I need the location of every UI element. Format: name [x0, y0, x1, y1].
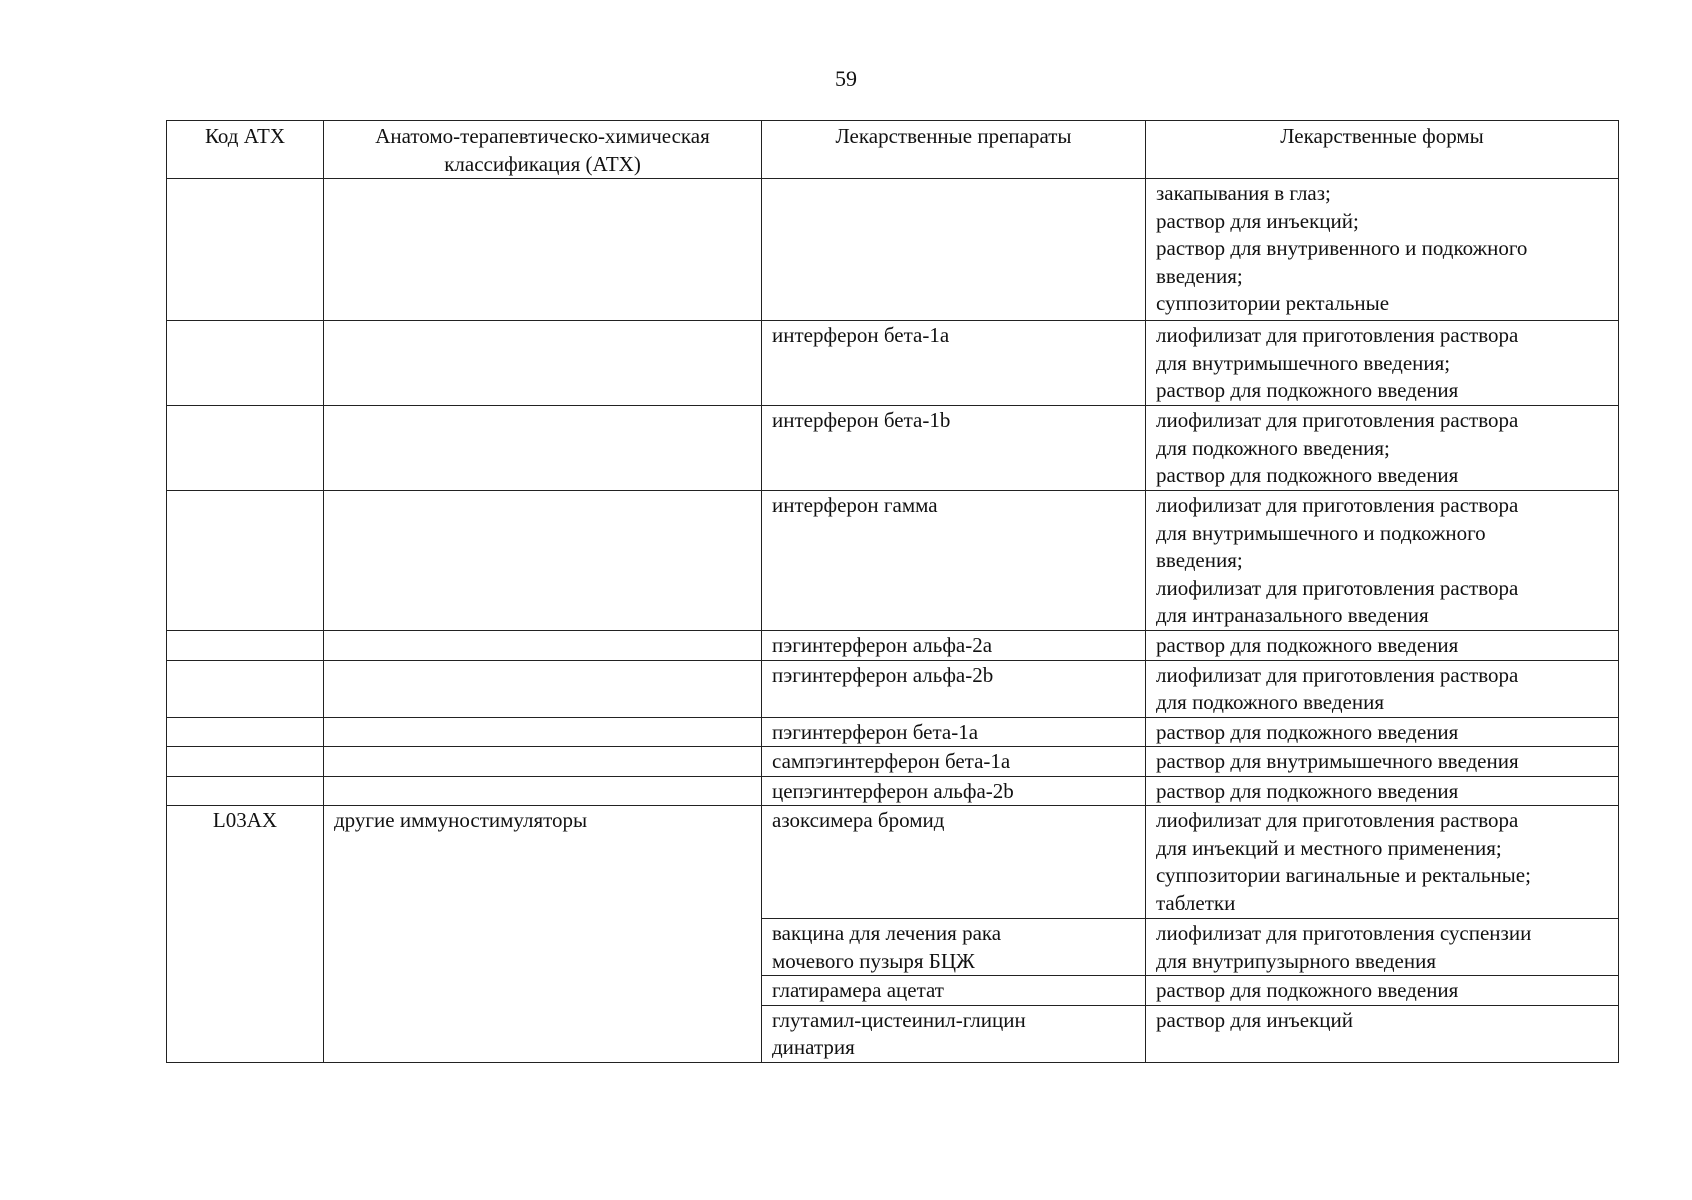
form-line: лиофилизат для приготовления суспензии [1156, 921, 1532, 945]
form-line: закапывания в глаз; [1156, 181, 1331, 205]
drug-cell: сампэгинтерферон бета-1a [762, 747, 1146, 777]
table-row [167, 747, 1619, 777]
form-line: лиофилизат для приготовления раствора [1156, 575, 1519, 600]
form-line: для подкожного введения; [1156, 435, 1390, 460]
drug-line: вакцина для лечения рака [772, 921, 1002, 945]
drug-line: мочевого пузыря БЦЖ [772, 948, 975, 973]
forms-cell [1146, 976, 1619, 1006]
classification-cell [324, 631, 762, 661]
form-line: раствор для инъекций; [1156, 208, 1359, 233]
form-line: для внутрипузырного введения [1156, 948, 1437, 973]
classification-cell: другие иммуностимуляторы [324, 806, 762, 1063]
classification-cell [324, 717, 762, 747]
table-row [167, 491, 1619, 631]
atc-code-cell [167, 491, 324, 631]
classification-cell [324, 406, 762, 491]
form-line: раствор для подкожного введения [1156, 633, 1459, 657]
atc-code-cell [167, 660, 324, 717]
form-line: раствор для внутривенного и подкожного [1156, 236, 1528, 260]
header-drugs: Лекарственные препараты [762, 121, 1146, 179]
header-code: Код АТХ [167, 121, 324, 179]
atc-code-cell: L03AX [167, 806, 324, 1063]
table-row [167, 660, 1619, 717]
forms-cell [1146, 179, 1619, 321]
form-line: лиофилизат для приготовления раствора [1156, 323, 1519, 347]
page-number: 59 [835, 66, 857, 91]
form-line: таблетки [1156, 890, 1236, 915]
drug-cell: интерферон бета-1b [762, 406, 1146, 491]
drug-cell: интерферон бета-1a [762, 321, 1146, 406]
drug-line: глутамил-цистеинил-глицин [772, 1007, 1026, 1032]
table-row [167, 406, 1619, 491]
classification-cell [324, 660, 762, 717]
forms-cell [1146, 406, 1619, 491]
drug-cell: пэгинтерферон альфа-2a [762, 631, 1146, 661]
atc-code-cell [167, 179, 324, 321]
form-line: раствор для инъекций [1156, 1007, 1353, 1032]
drug-cell [762, 919, 1146, 976]
classification-cell [324, 179, 762, 321]
classification-cell [324, 747, 762, 777]
form-line: раствор для подкожного введения [1156, 463, 1459, 487]
header-forms: Лекарственные формы [1146, 121, 1619, 179]
form-line: введения; [1156, 263, 1243, 288]
form-line: для внутримышечного и подкожного [1156, 520, 1486, 545]
atc-code-cell [167, 631, 324, 661]
table-row [167, 806, 1619, 919]
form-line: лиофилизат для приготовления раствора [1156, 808, 1519, 832]
form-line: раствор для подкожного введения [1156, 778, 1459, 803]
classification-cell [324, 776, 762, 806]
drug-cell: цепэгинтерферон альфа-2b [762, 776, 1146, 806]
drug-cell [762, 976, 1146, 1006]
atc-code-cell [167, 717, 324, 747]
drug-line: динатрия [772, 1035, 855, 1059]
drug-line: глатирамера ацетат [772, 978, 944, 1002]
atc-code-cell [167, 747, 324, 777]
form-line: раствор для внутримышечного введения [1156, 749, 1519, 773]
drug-cell [762, 806, 1146, 919]
form-line: введения; [1156, 548, 1243, 572]
drug-cell [762, 1005, 1146, 1062]
atc-table [166, 120, 1619, 1063]
forms-cell [1146, 776, 1619, 806]
classification-cell [324, 491, 762, 631]
form-line: раствор для подкожного введения [1156, 978, 1459, 1002]
drug-cell: интерферон гамма [762, 491, 1146, 631]
forms-cell [1146, 747, 1619, 777]
atc-code-cell [167, 406, 324, 491]
form-line: для подкожного введения [1156, 690, 1384, 714]
header-classification: Анатомо-терапевтическо-химическая классификация (АТХ) [324, 121, 762, 179]
table-row [167, 179, 1619, 321]
forms-cell [1146, 660, 1619, 717]
forms-cell [1146, 806, 1619, 919]
atc-code-cell [167, 776, 324, 806]
forms-cell [1146, 717, 1619, 747]
form-line: суппозитории ректальные [1156, 291, 1390, 315]
drug-cell: пэгинтерферон альфа-2b [762, 660, 1146, 717]
table-row [167, 321, 1619, 406]
drug-cell: пэгинтерферон бета-1a [762, 717, 1146, 747]
form-line: для внутримышечного введения; [1156, 350, 1451, 375]
table-row [167, 631, 1619, 661]
forms-cell [1146, 491, 1619, 631]
forms-cell [1146, 321, 1619, 406]
form-line: лиофилизат для приготовления раствора [1156, 662, 1519, 687]
form-line: суппозитории вагинальные и ректальные; [1156, 863, 1531, 887]
form-line: раствор для подкожного введения [1156, 719, 1459, 744]
form-line: для интраназального введения [1156, 603, 1429, 627]
table-row [167, 776, 1619, 806]
form-line: раствор для подкожного введения [1156, 378, 1459, 402]
table-header-row [167, 121, 1619, 179]
atc-code-cell [167, 321, 324, 406]
form-line: лиофилизат для приготовления раствора [1156, 408, 1519, 432]
drug-cell [762, 179, 1146, 321]
table-row [167, 717, 1619, 747]
forms-cell [1146, 919, 1619, 976]
classification-cell [324, 321, 762, 406]
form-line: для инъекций и местного применения; [1156, 835, 1502, 860]
drug-line: азоксимера бромид [772, 808, 945, 832]
forms-cell [1146, 1005, 1619, 1062]
form-line: лиофилизат для приготовления раствора [1156, 493, 1519, 517]
forms-cell [1146, 631, 1619, 661]
